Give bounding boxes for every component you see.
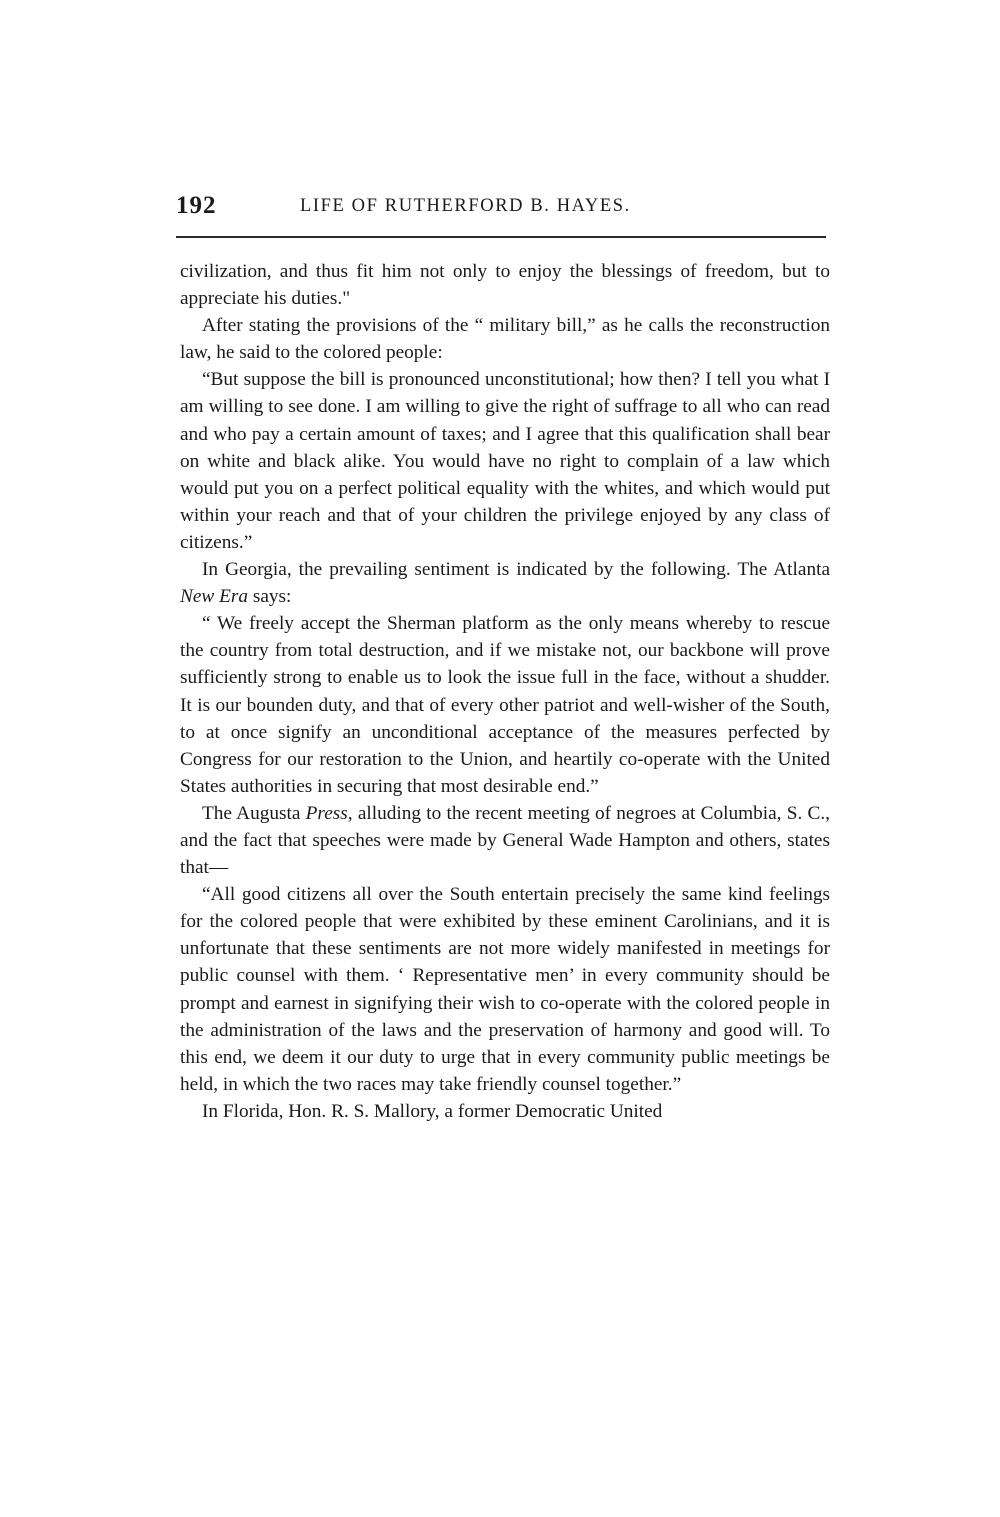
- paragraph: [180, 556, 830, 610]
- page-number: 192: [176, 192, 217, 219]
- running-head: [176, 192, 828, 226]
- text-span: alluding to the recent meeting of negroes at Columbia, S. C., and the fact that speeches were made by General Wade Hampton and others, states that—: [180, 802, 830, 879]
- newspaper-name: New Era: [180, 586, 249, 608]
- paragraph: After stating the provisions of the “ military bill,” as he calls the reconstruction law, he said to the colored people:: [180, 315, 830, 364]
- paragraph: [180, 800, 830, 881]
- text-span: The Augusta: [202, 802, 306, 824]
- text-span: says:: [248, 586, 292, 608]
- quoted-paragraph: “All good citizens all over the South entertain precisely the same kind feelings for the colored people that were exhibited by these eminent Carolinians, and it is unfortunate that these sentiments are not more widely manifested in meetings for public counsel with them. ‘ Representative men’ in every community should be prompt and earnest in signifying their wish to co-operate with the colored people in the administration of the laws and the preservation of harmony and good will. To this end, we deem it our duty to urge that in every community public meetings be held, in which the two races may take friendly counsel together.”: [180, 884, 830, 1095]
- body-text: [180, 258, 830, 1125]
- text-span: In Georgia, the prevailing sentiment is indicated by the following. The Atlanta: [202, 559, 830, 581]
- header-rule: [176, 236, 826, 238]
- paragraph: civilization, and thus fit him not only to enjoy the blessings of freedom, but to appreciate his duties.": [180, 261, 830, 310]
- running-title: LIFE OF RUTHERFORD B. HAYES.: [300, 196, 631, 216]
- paragraph: In Florida, Hon. R. S. Mallory, a former Democratic United: [202, 1100, 663, 1122]
- quoted-paragraph: “But suppose the bill is pronounced unconstitutional; how then? I tell you what I am willing to see done. I am willing to give the right of suffrage to all who can read and who pay a certain amount of taxes; and I agree that this qualification shall bear on white and black alike. You would have no right to complain of a law which would put you on a perfect political equality with the whites, and which would put within your reach and that of your children the privilege enjoyed by any class of citizens.”: [180, 369, 830, 553]
- quoted-paragraph: “ We freely accept the Sherman platform as the only means whereby to rescue the country from total destruction, and if we mistake not, our backbone will prove sufficiently strong to enable us to look the issue full in the face, without a shudder. It is our bounden duty, and that of every other patriot and well-wisher of the South, to at once signify an unconditional acceptance of the measures perfected by Congress for our restoration to the Union, and heartily co-operate with the United States authorities in securing that most desirable end.”: [180, 613, 830, 797]
- newspaper-name: Press,: [305, 802, 353, 824]
